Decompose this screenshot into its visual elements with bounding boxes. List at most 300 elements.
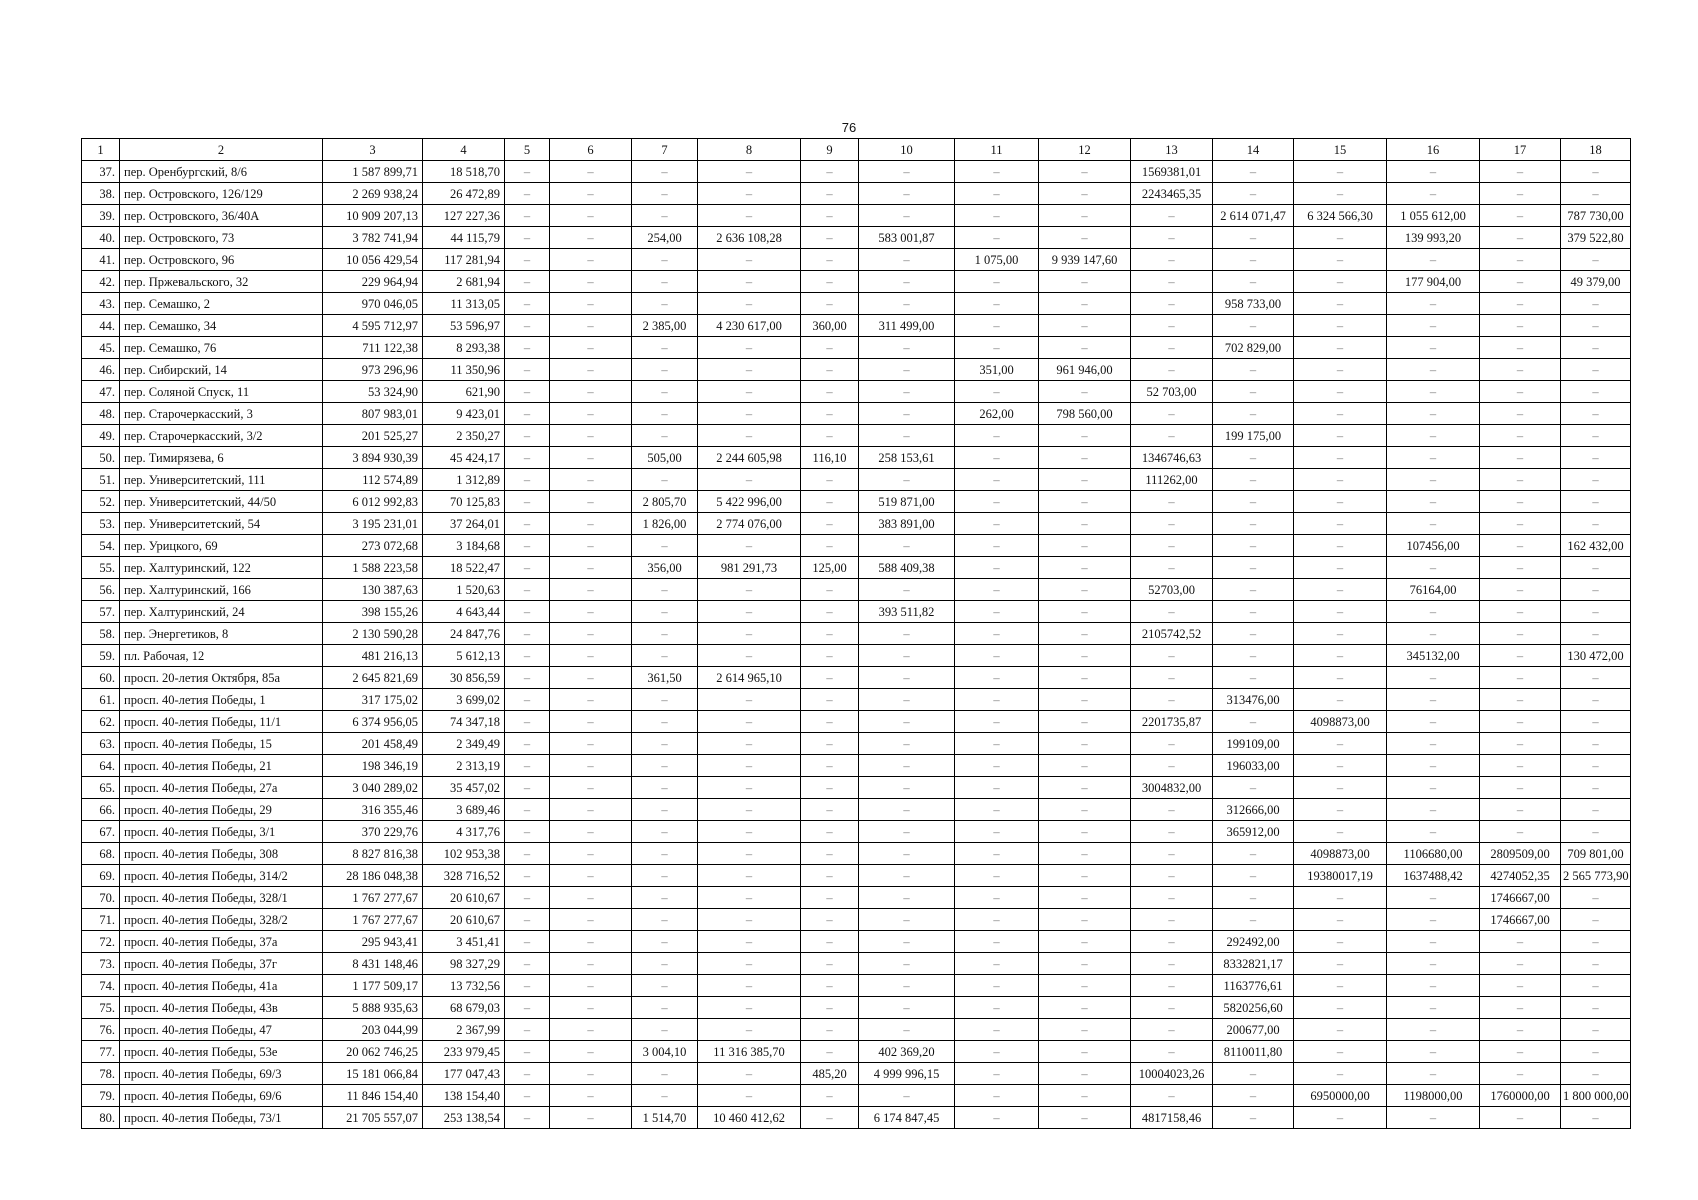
address-cell: пер. Островского, 36/40А [120,205,323,227]
empty-cell: – [1039,865,1131,887]
empty-cell: – [955,579,1039,601]
amount-cell: 1 800 000,00 [1561,1085,1631,1107]
empty-cell: – [859,1085,955,1107]
empty-cell: – [1039,1107,1131,1129]
amount-cell: 116,10 [801,447,859,469]
empty-cell: – [801,821,859,843]
empty-cell: – [1294,645,1387,667]
amount-cell: 198 346,19 [323,755,423,777]
amount-cell: 138 154,40 [423,1085,505,1107]
empty-cell: – [550,249,632,271]
empty-cell: – [801,381,859,403]
empty-cell: – [698,777,801,799]
empty-cell: – [632,249,698,271]
empty-cell: – [550,271,632,293]
empty-cell: – [955,1107,1039,1129]
empty-cell: – [1039,1041,1131,1063]
amount-cell: 1 767 277,67 [323,887,423,909]
empty-cell: – [1561,689,1631,711]
empty-cell: – [1561,1107,1631,1129]
empty-cell: – [698,887,801,909]
empty-cell: – [1387,469,1480,491]
table-row [82,271,1631,293]
amount-cell: 37 264,01 [423,513,505,535]
empty-cell: – [1131,755,1213,777]
empty-cell: – [1039,315,1131,337]
empty-cell: – [550,205,632,227]
amount-cell: 49 379,00 [1561,271,1631,293]
empty-cell: – [550,447,632,469]
table-row [82,777,1631,799]
empty-cell: – [955,975,1039,997]
empty-cell: – [955,601,1039,623]
empty-cell: – [1387,1107,1480,1129]
empty-cell: – [698,1085,801,1107]
empty-cell: – [1387,513,1480,535]
empty-cell: – [550,821,632,843]
column-header-14: 14 [1213,139,1294,161]
empty-cell: – [505,249,550,271]
empty-cell: – [505,623,550,645]
amount-cell: 2 350,27 [423,425,505,447]
empty-cell: – [955,205,1039,227]
amount-cell: 292492,00 [1213,931,1294,953]
amount-cell: 1 587 899,71 [323,161,423,183]
empty-cell: – [1561,997,1631,1019]
amount-cell: 2 614 071,47 [1213,205,1294,227]
empty-cell: – [859,381,955,403]
empty-cell: – [1387,887,1480,909]
empty-cell: – [1387,403,1480,425]
row-number: 60. [82,667,120,689]
empty-cell: – [1561,315,1631,337]
empty-cell: – [1480,975,1561,997]
empty-cell: – [632,623,698,645]
row-number: 59. [82,645,120,667]
empty-cell: – [955,337,1039,359]
empty-cell: – [1561,491,1631,513]
empty-cell: – [859,997,955,1019]
empty-cell: – [1480,953,1561,975]
empty-cell: – [1131,1041,1213,1063]
empty-cell: – [632,689,698,711]
empty-cell: – [859,623,955,645]
table-row [82,667,1631,689]
amount-cell: 356,00 [632,557,698,579]
empty-cell: – [1131,535,1213,557]
empty-cell: – [1480,315,1561,337]
empty-cell: – [1294,403,1387,425]
amount-cell: 2 645 821,69 [323,667,423,689]
empty-cell: – [1039,953,1131,975]
amount-cell: 5 422 996,00 [698,491,801,513]
empty-cell: – [550,931,632,953]
empty-cell: – [955,711,1039,733]
empty-cell: – [955,887,1039,909]
empty-cell: – [505,1085,550,1107]
amount-cell: 21 705 557,07 [323,1107,423,1129]
amount-cell: 311 499,00 [859,315,955,337]
address-cell: пл. Рабочая, 12 [120,645,323,667]
amount-cell: 3 195 231,01 [323,513,423,535]
empty-cell: – [955,513,1039,535]
empty-cell: – [632,271,698,293]
empty-cell: – [1131,689,1213,711]
empty-cell: – [550,623,632,645]
empty-cell: – [801,645,859,667]
column-header-8: 8 [698,139,801,161]
empty-cell: – [955,667,1039,689]
empty-cell: – [632,183,698,205]
empty-cell: – [698,733,801,755]
empty-cell: – [1213,623,1294,645]
empty-cell: – [1131,821,1213,843]
empty-cell: – [550,865,632,887]
amount-cell: 45 424,17 [423,447,505,469]
empty-cell: – [632,887,698,909]
empty-cell: – [632,733,698,755]
empty-cell: – [1387,381,1480,403]
amount-cell: 365912,00 [1213,821,1294,843]
empty-cell: – [1480,271,1561,293]
amount-cell: 52 703,00 [1131,381,1213,403]
empty-cell: – [1039,601,1131,623]
amount-cell: 317 175,02 [323,689,423,711]
row-number: 40. [82,227,120,249]
amount-cell: 5 888 935,63 [323,997,423,1019]
empty-cell: – [505,1041,550,1063]
amount-cell: 4274052,35 [1480,865,1561,887]
empty-cell: – [1131,337,1213,359]
row-number: 50. [82,447,120,469]
empty-cell: – [1294,1107,1387,1129]
amount-cell: 1 177 509,17 [323,975,423,997]
amount-cell: 10004023,26 [1131,1063,1213,1085]
empty-cell: – [1131,315,1213,337]
empty-cell: – [505,909,550,931]
empty-cell: – [632,711,698,733]
empty-cell: – [1480,733,1561,755]
empty-cell: – [632,953,698,975]
amount-cell: 2 614 965,10 [698,667,801,689]
empty-cell: – [955,997,1039,1019]
empty-cell: – [632,865,698,887]
empty-cell: – [1294,755,1387,777]
table-row [82,953,1631,975]
row-number: 76. [82,1019,120,1041]
amount-cell: 199 175,00 [1213,425,1294,447]
table-row [82,337,1631,359]
empty-cell: – [801,777,859,799]
amount-cell: 229 964,94 [323,271,423,293]
empty-cell: – [550,601,632,623]
empty-cell: – [1039,799,1131,821]
empty-cell: – [955,733,1039,755]
empty-cell: – [698,205,801,227]
empty-cell: – [955,425,1039,447]
empty-cell: – [801,711,859,733]
amount-cell: 2 367,99 [423,1019,505,1041]
empty-cell: – [955,799,1039,821]
column-header-2: 2 [120,139,323,161]
empty-cell: – [632,909,698,931]
empty-cell: – [505,469,550,491]
empty-cell: – [859,205,955,227]
empty-cell: – [505,205,550,227]
empty-cell: – [505,403,550,425]
empty-cell: – [859,359,955,381]
empty-cell: – [698,1063,801,1085]
empty-cell: – [1561,909,1631,931]
amount-cell: 4817158,46 [1131,1107,1213,1129]
empty-cell: – [632,535,698,557]
amount-cell: 2 269 938,24 [323,183,423,205]
empty-cell: – [1480,205,1561,227]
empty-cell: – [1387,601,1480,623]
empty-cell: – [550,161,632,183]
empty-cell: – [1294,337,1387,359]
empty-cell: – [1039,271,1131,293]
address-cell: просп. 40-летия Победы, 53е [120,1041,323,1063]
amount-cell: 4098873,00 [1294,711,1387,733]
amount-cell: 3 894 930,39 [323,447,423,469]
amount-cell: 970 046,05 [323,293,423,315]
empty-cell: – [1131,1019,1213,1041]
empty-cell: – [505,931,550,953]
empty-cell: – [505,381,550,403]
amount-cell: 1569381,01 [1131,161,1213,183]
empty-cell: – [859,777,955,799]
empty-cell: – [1480,623,1561,645]
empty-cell: – [505,645,550,667]
empty-cell: – [550,997,632,1019]
address-cell: просп. 40-летия Победы, 328/2 [120,909,323,931]
empty-cell: – [698,469,801,491]
empty-cell: – [1039,579,1131,601]
empty-cell: – [632,579,698,601]
empty-cell: – [1561,183,1631,205]
table-row [82,711,1631,733]
empty-cell: – [1039,931,1131,953]
empty-cell: – [859,535,955,557]
column-header-17: 17 [1480,139,1561,161]
empty-cell: – [1561,821,1631,843]
empty-cell: – [698,865,801,887]
empty-cell: – [955,909,1039,931]
empty-cell: – [632,601,698,623]
amount-cell: 2105742,52 [1131,623,1213,645]
amount-cell: 505,00 [632,447,698,469]
empty-cell: – [859,689,955,711]
empty-cell: – [1561,799,1631,821]
empty-cell: – [505,447,550,469]
empty-cell: – [1213,843,1294,865]
empty-cell: – [859,293,955,315]
empty-cell: – [801,161,859,183]
empty-cell: – [1039,447,1131,469]
amount-cell: 621,90 [423,381,505,403]
empty-cell: – [1387,953,1480,975]
empty-cell: – [859,337,955,359]
table-row [82,403,1631,425]
address-cell: просп. 40-летия Победы, 314/2 [120,865,323,887]
empty-cell: – [801,469,859,491]
empty-cell: – [1131,293,1213,315]
empty-cell: – [1039,623,1131,645]
amount-cell: 295 943,41 [323,931,423,953]
empty-cell: – [1213,535,1294,557]
header-row [82,139,1631,161]
empty-cell: – [955,227,1039,249]
empty-cell: – [1294,931,1387,953]
empty-cell: – [955,931,1039,953]
empty-cell: – [1294,315,1387,337]
amount-cell: 312666,00 [1213,799,1294,821]
empty-cell: – [1131,491,1213,513]
empty-cell: – [632,293,698,315]
row-number: 67. [82,821,120,843]
empty-cell: – [1039,645,1131,667]
empty-cell: – [955,843,1039,865]
empty-cell: – [801,1019,859,1041]
empty-cell: – [801,491,859,513]
empty-cell: – [632,337,698,359]
empty-cell: – [698,997,801,1019]
amount-cell: 1 588 223,58 [323,557,423,579]
address-cell: пер. Семашко, 2 [120,293,323,315]
empty-cell: – [698,359,801,381]
empty-cell: – [632,931,698,953]
empty-cell: – [632,1063,698,1085]
address-cell: просп. 40-летия Победы, 328/1 [120,887,323,909]
column-header-6: 6 [550,139,632,161]
row-number: 44. [82,315,120,337]
empty-cell: – [632,843,698,865]
empty-cell: – [505,865,550,887]
address-cell: просп. 40-летия Победы, 1 [120,689,323,711]
amount-cell: 2 681,94 [423,271,505,293]
empty-cell: – [1131,557,1213,579]
empty-cell: – [801,799,859,821]
empty-cell: – [1213,491,1294,513]
empty-cell: – [859,469,955,491]
row-number: 43. [82,293,120,315]
row-number: 39. [82,205,120,227]
empty-cell: – [859,403,955,425]
empty-cell: – [1039,887,1131,909]
empty-cell: – [1480,579,1561,601]
empty-cell: – [1561,733,1631,755]
table-row [82,535,1631,557]
row-number: 42. [82,271,120,293]
table-header [82,139,1631,161]
address-cell: пер. Урицкого, 69 [120,535,323,557]
amount-cell: 1163776,61 [1213,975,1294,997]
empty-cell: – [1294,579,1387,601]
table-row [82,975,1631,997]
amount-cell: 3004832,00 [1131,777,1213,799]
amount-cell: 11 846 154,40 [323,1085,423,1107]
empty-cell: – [1294,799,1387,821]
empty-cell: – [859,733,955,755]
empty-cell: – [1039,777,1131,799]
empty-cell: – [698,931,801,953]
empty-cell: – [550,645,632,667]
empty-cell: – [1480,447,1561,469]
amount-cell: 196033,00 [1213,755,1294,777]
empty-cell: – [1131,667,1213,689]
empty-cell: – [1561,359,1631,381]
amount-cell: 4098873,00 [1294,843,1387,865]
empty-cell: – [1480,1063,1561,1085]
empty-cell: – [1387,909,1480,931]
table-row [82,821,1631,843]
empty-cell: – [955,469,1039,491]
address-cell: пер. Островского, 96 [120,249,323,271]
amount-cell: 393 511,82 [859,601,955,623]
empty-cell: – [1387,557,1480,579]
table-row [82,491,1631,513]
empty-cell: – [1039,513,1131,535]
empty-cell: – [1213,227,1294,249]
empty-cell: – [1039,755,1131,777]
address-cell: просп. 40-летия Победы, 11/1 [120,711,323,733]
empty-cell: – [505,579,550,601]
empty-cell: – [1561,1041,1631,1063]
address-cell: просп. 40-летия Победы, 3/1 [120,821,323,843]
amount-cell: 1 767 277,67 [323,909,423,931]
empty-cell: – [1387,997,1480,1019]
empty-cell: – [698,271,801,293]
empty-cell: – [1131,931,1213,953]
empty-cell: – [505,535,550,557]
empty-cell: – [1387,623,1480,645]
amount-cell: 53 596,97 [423,315,505,337]
amount-cell: 28 186 048,38 [323,865,423,887]
row-number: 55. [82,557,120,579]
amount-cell: 2 774 076,00 [698,513,801,535]
amount-cell: 2243465,35 [1131,183,1213,205]
empty-cell: – [1561,381,1631,403]
amount-cell: 3 040 289,02 [323,777,423,799]
amount-cell: 4 230 617,00 [698,315,801,337]
empty-cell: – [1213,711,1294,733]
amount-cell: 316 355,46 [323,799,423,821]
empty-cell: – [801,997,859,1019]
amount-cell: 18 522,47 [423,557,505,579]
empty-cell: – [505,755,550,777]
empty-cell: – [1131,249,1213,271]
address-cell: просп. 40-летия Победы, 43в [120,997,323,1019]
empty-cell: – [505,1019,550,1041]
empty-cell: – [1480,557,1561,579]
empty-cell: – [1294,293,1387,315]
address-cell: пер. Университетский, 54 [120,513,323,535]
empty-cell: – [859,161,955,183]
row-number: 41. [82,249,120,271]
table-row [82,997,1631,1019]
amount-cell: 44 115,79 [423,227,505,249]
empty-cell: – [505,1107,550,1129]
empty-cell: – [1387,1041,1480,1063]
empty-cell: – [1480,425,1561,447]
empty-cell: – [955,1019,1039,1041]
address-cell: пер. Энергетиков, 8 [120,623,323,645]
empty-cell: – [1213,249,1294,271]
address-cell: пер. Соляной Спуск, 11 [120,381,323,403]
empty-cell: – [801,623,859,645]
empty-cell: – [505,293,550,315]
